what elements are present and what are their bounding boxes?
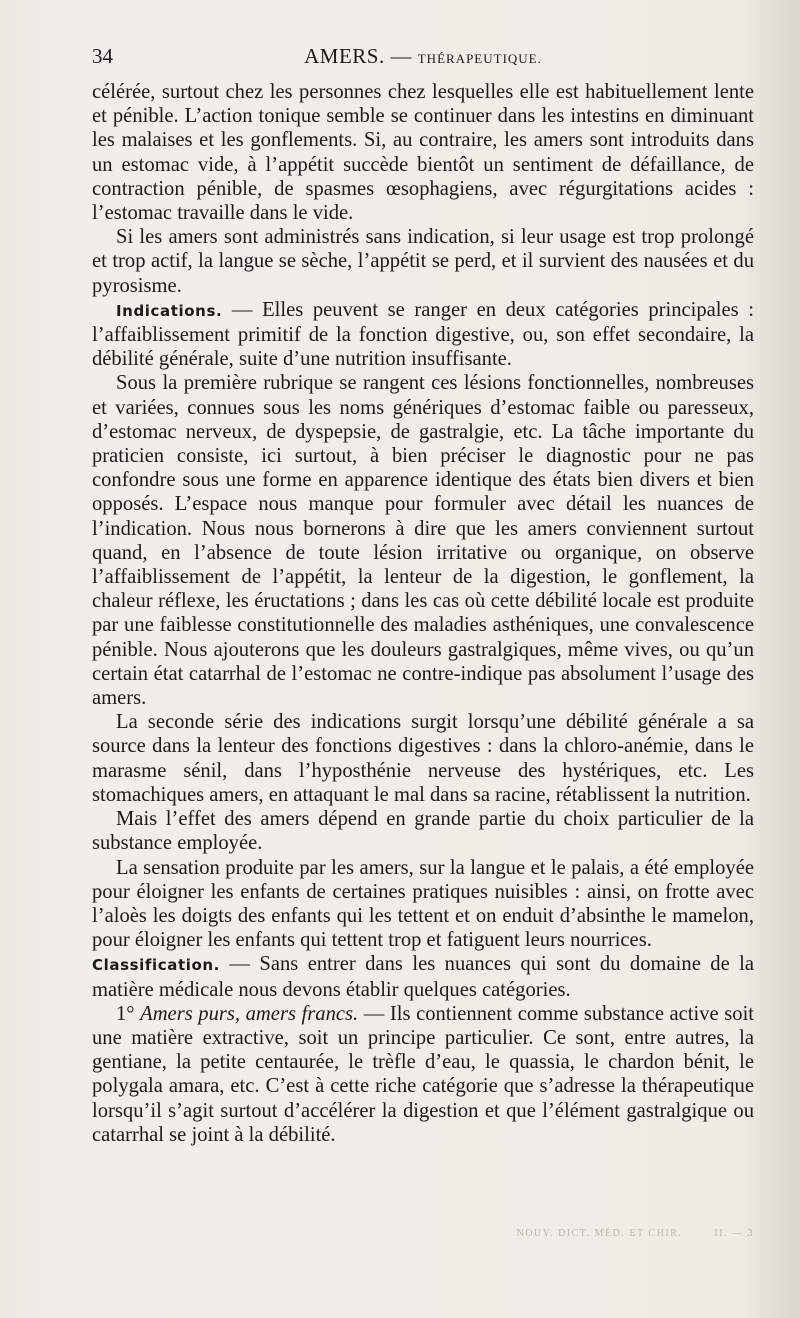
footer-imprint bbox=[92, 1228, 754, 1239]
pure-bitters-number: 1° bbox=[116, 1002, 141, 1025]
paragraph-substance-choice: Mais l’effet des amers dépend en grande partie du choix particulier de la substance employée. bbox=[92, 808, 754, 855]
footer-imprint-text: NOUV. DICT. MÉD. ET CHIR. bbox=[516, 1228, 683, 1239]
pure-bitters-text: — Ils contiennent comme substance active soit une matière extractive, soit un principe particulier. Ce sont, entre autres, la gentiane, la petite centaurée, le trèfle d’eau, le quassia, le chardon bénit, le polygala amara, etc. C’est à cette riche catégorie que s’adresse la thérapeutique lorsqu’il s’agit surtout d’accélérer la digestion et que l’élément gastralgique ou catarrhal se joint à la débilité. bbox=[92, 1002, 755, 1146]
paragraph-pure-bitters bbox=[92, 1002, 754, 1147]
footer-signature: II. — 3 bbox=[714, 1228, 754, 1239]
classification-text: — Sans entrer dans les nuances qui sont du domaine de la matière médicale nous devons établir quelques catégories. bbox=[92, 953, 754, 1001]
indications-text: — Elles peuvent se ranger en deux catégories principales : l’affaiblissement primitif de la fonction digestive, ou, son effet secondaire, la débilité générale, suite d’une nutrition insuffisante. bbox=[92, 298, 754, 371]
running-title-sub: THÉRAPEUTIQUE. bbox=[417, 51, 542, 66]
paragraph-first-rubric: Sous la première rubrique se rangent ces lésions fonctionnelles, nombreuses et variées, connues sous les noms génériques d’estomac faible ou paresseux, d’estomac nerveux, de dyspepsie, de gastralgie, etc. La tâche importante du praticien consiste, ici surtout, à bien préciser le diagnostic pour ne pas confondre sous une forme en apparence identique des états bien divers et bien opposés. L’espace nous manque pour formuler avec détail les nuances de l’indication. Nous nous bornerons à dire que les amers conviennent surtout quand, en l’absence de toute lésion irritative ou organique, on observe l’affaiblissement de l’appétit, la lenteur de la digestion, le gonflement, la chaleur réflexe, les éructations ; dans les cas où cette débilité locale est produite par une faiblesse constitutionnelle des maladies asthéniques, une convalescence pénible. Nous ajouterons que les douleurs gastralgiques, même vives, ou qu’un certain état catarrhal de l’estomac ne contre-indique pas absolument l’usage des amers. bbox=[92, 372, 754, 710]
page-number: 34 bbox=[92, 44, 113, 68]
paragraph-sensation: La sensation produite par les amers, sur la langue et le palais, a été employée pour éloigner les enfants de certaines pratiques nuisibles : ainsi, on frotte avec l’aloès les doigts des enfants qui les tettent et on enduit d’absinthe le mamelon, pour éloigner les enfants qui tettent trop et fatiguent leurs nourrices. bbox=[92, 856, 754, 952]
running-title bbox=[92, 44, 754, 69]
running-title-dash: — bbox=[390, 44, 412, 68]
paragraph-second-series: La seconde série des indications surgit lorsqu’une débilité générale a sa source dans la lenteur des fonctions digestives : dans la chloro-anémie, dans le marasme sénil, dans l’hyposthénie nerveuse des hystériques, etc. Les stomachiques amers, en attaquant le mal dans sa racine, rétablissent la nutrition. bbox=[92, 711, 754, 806]
paragraph-classification bbox=[92, 952, 754, 1001]
paragraph-overdose: Si les amers sont administrés sans indication, si leur usage est trop prolongé et trop actif, la langue se sèche, l’appétit se perd, et il survient des nausées et du pyrosisme. bbox=[92, 226, 754, 297]
body-text bbox=[92, 80, 754, 1147]
classification-heading: Classification. bbox=[92, 956, 220, 975]
page-footer bbox=[92, 1228, 754, 1248]
paragraph-continuation: célérée, surtout chez les personnes chez lesquelles elle est habituellement lente et pénible. L’action tonique semble se continuer dans les intestins en diminuant les malaises et les gonflements. Si, au contraire, les amers sont introduits dans un estomac vide, à l’appétit succède bientôt un sentiment de défaillance, de contraction pénible, de spasmes œsophagiens, avec régurgitations acides : l’estomac travaille dans le vide. bbox=[92, 81, 754, 225]
running-title-main: AMERS. bbox=[304, 44, 385, 68]
running-header bbox=[92, 44, 754, 74]
pure-bitters-heading: Amers purs, amers francs. bbox=[140, 1002, 359, 1025]
paragraph-indications bbox=[92, 298, 754, 372]
indications-heading: Indications. bbox=[116, 301, 223, 320]
